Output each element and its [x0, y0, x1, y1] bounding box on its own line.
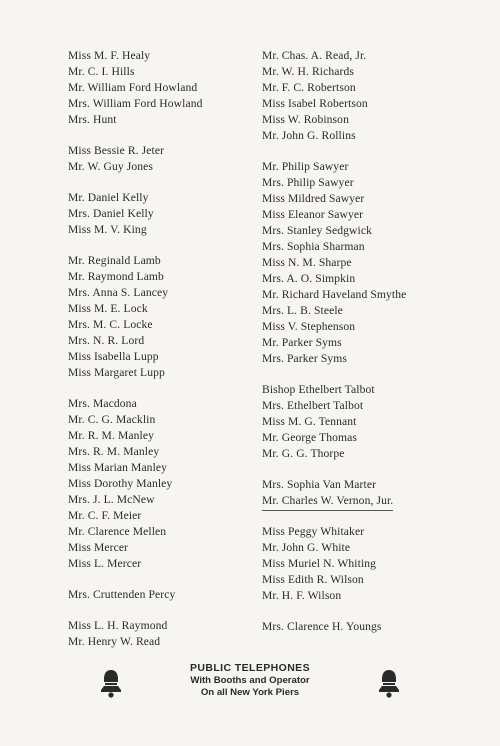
group-spacer [68, 128, 248, 143]
passenger-name [262, 335, 462, 351]
passenger-name-text: Mrs. Sophia Sharman [262, 240, 365, 253]
right-name-column [262, 48, 462, 635]
passenger-name-text: Mrs. Hunt [68, 113, 117, 126]
passenger-name-text: Miss Margaret Lupp [68, 366, 165, 379]
group-spacer [262, 144, 462, 159]
name-group [68, 190, 248, 238]
passenger-name-text: Mrs. Ethelbert Talbot [262, 399, 364, 412]
passenger-name [262, 207, 462, 223]
footer-title: PUBLIC TELEPHONES [190, 662, 310, 674]
passenger-name [68, 492, 248, 508]
passenger-name-text: Miss Mildred Sawyer [262, 192, 365, 205]
passenger-name-text: Mr. Henry W. Read [68, 635, 161, 648]
passenger-name-text: Mr. Philip Sawyer [262, 160, 349, 173]
passenger-name [68, 317, 248, 333]
passenger-name [262, 128, 462, 144]
passenger-name-text: Bishop Ethelbert Talbot [262, 383, 375, 396]
passenger-name-text: Mr. H. F. Wilson [262, 589, 342, 602]
passenger-name-text: Mr. Richard Haveland Smythe [262, 288, 407, 301]
group-spacer [262, 604, 462, 619]
passenger-name-text: Mr. William Ford Howland [68, 81, 198, 94]
passenger-name [68, 428, 248, 444]
passenger-name [262, 524, 462, 540]
passenger-name [68, 412, 248, 428]
passenger-name [262, 96, 462, 112]
passenger-name-text: Miss L. Mercer [68, 557, 142, 570]
passenger-name [68, 80, 248, 96]
passenger-name [262, 382, 462, 398]
passenger-name-text: Mr. C. G. Macklin [68, 413, 156, 426]
passenger-name [262, 223, 462, 239]
passenger-name [262, 112, 462, 128]
passenger-name-text: Mr. John G. White [262, 541, 351, 554]
passenger-name [262, 398, 462, 414]
passenger-name [68, 159, 248, 175]
passenger-name-text: Mr. Clarence Mellen [68, 525, 167, 538]
passenger-name-text: Mrs. Parker Syms [262, 352, 348, 365]
passenger-name [68, 556, 248, 572]
passenger-name-text: Mrs. L. B. Steele [262, 304, 343, 317]
passenger-name [68, 587, 248, 603]
telephone-footer [0, 662, 500, 712]
passenger-name [262, 271, 462, 287]
passenger-name [262, 351, 462, 367]
name-group [68, 48, 248, 128]
passenger-name [262, 430, 462, 446]
passenger-name [68, 349, 248, 365]
passenger-name [262, 493, 462, 509]
passenger-name [262, 239, 462, 255]
passenger-name-text: Miss Edith R. Wilson [262, 573, 364, 586]
passenger-name [68, 396, 248, 412]
passenger-name [262, 175, 462, 191]
passenger-name [262, 319, 462, 335]
name-group [68, 587, 248, 603]
group-spacer [262, 509, 462, 524]
passenger-name-text: Mr. F. C. Robertson [262, 81, 356, 94]
passenger-name-text: Miss Peggy Whitaker [262, 525, 365, 538]
passenger-name [68, 634, 248, 650]
passenger-name [262, 619, 462, 635]
passenger-name [68, 460, 248, 476]
passenger-name-text: Mrs. N. R. Lord [68, 334, 145, 347]
passenger-name [262, 159, 462, 175]
name-group [262, 382, 462, 462]
passenger-name-text: Mrs. A. O. Simpkin [262, 272, 356, 285]
name-group [68, 618, 248, 650]
name-group [262, 48, 462, 144]
passenger-name [262, 80, 462, 96]
passenger-name-text: Miss M. E. Lock [68, 302, 148, 315]
passenger-name [68, 222, 248, 238]
passenger-name-text: Miss L. H. Raymond [68, 619, 168, 632]
passenger-name [68, 540, 248, 556]
passenger-name-text: Mrs. J. L. McNew [68, 493, 155, 506]
passenger-name-text: Miss Dorothy Manley [68, 477, 173, 490]
passenger-name-text: Mr. Reginald Lamb [68, 254, 161, 267]
passenger-name [262, 540, 462, 556]
passenger-name-text: Mr. C. I. Hills [68, 65, 135, 78]
passenger-name [68, 508, 248, 524]
passenger-name-text: Mrs. Stanley Sedgwick [262, 224, 372, 237]
passenger-name [262, 414, 462, 430]
passenger-name-text: Miss M. G. Tennant [262, 415, 357, 428]
passenger-name [68, 190, 248, 206]
passenger-name [68, 96, 248, 112]
passenger-name-text: Miss Muriel N. Whiting [262, 557, 377, 570]
passenger-name [68, 301, 248, 317]
passenger-name-text: Mr. W. Guy Jones [68, 160, 154, 173]
passenger-name-text: Mr. W. H. Richards [262, 65, 354, 78]
group-spacer [68, 381, 248, 396]
passenger-name-text: Mrs. Cruttenden Percy [68, 588, 176, 601]
group-spacer [68, 238, 248, 253]
passenger-name [262, 588, 462, 604]
passenger-name-text: Miss W. Robinson [262, 113, 349, 126]
passenger-name [262, 572, 462, 588]
passenger-name [68, 269, 248, 285]
passenger-name [68, 112, 248, 128]
passenger-name [262, 287, 462, 303]
passenger-name-text: Mr. George Thomas [262, 431, 357, 444]
passenger-name [68, 444, 248, 460]
passenger-name-text: Mrs. M. C. Locke [68, 318, 153, 331]
passenger-name-text: Mrs. R. M. Manley [68, 445, 160, 458]
passenger-name-text: Mr. Charles W. Vernon, Jur. [262, 493, 393, 511]
name-group [262, 477, 462, 509]
passenger-name-text: Mrs. Daniel Kelly [68, 207, 154, 220]
passenger-name [68, 333, 248, 349]
passenger-name-text: Mrs. Sophia Van Marter [262, 478, 377, 491]
passenger-name [68, 618, 248, 634]
group-spacer [68, 175, 248, 190]
passenger-name [68, 524, 248, 540]
passenger-name [68, 48, 248, 64]
name-group [262, 524, 462, 604]
passenger-name [68, 285, 248, 301]
name-group [68, 396, 248, 572]
passenger-name-text: Mr. G. G. Thorpe [262, 447, 345, 460]
group-spacer [262, 462, 462, 477]
passenger-name [262, 48, 462, 64]
group-spacer [262, 367, 462, 382]
group-spacer [68, 572, 248, 587]
passenger-name-text: Mrs. Philip Sawyer [262, 176, 354, 189]
name-group [68, 143, 248, 175]
passenger-name [68, 253, 248, 269]
passenger-name-text: Miss Eleanor Sawyer [262, 208, 364, 221]
group-spacer [68, 603, 248, 618]
passenger-name [68, 476, 248, 492]
passenger-name [68, 206, 248, 222]
left-name-column [68, 48, 248, 650]
passenger-name-text: Mr. John G. Rollins [262, 129, 356, 142]
passenger-name [262, 64, 462, 80]
footer-line-2: On all New York Piers [200, 687, 300, 698]
name-group [68, 253, 248, 381]
name-group [262, 619, 462, 635]
passenger-name [262, 446, 462, 462]
passenger-name-text: Mr. C. F. Meier [68, 509, 142, 522]
passenger-name-text: Mrs. Clarence H. Youngs [262, 620, 382, 633]
passenger-name-text: Miss Isabella Lupp [68, 350, 159, 363]
passenger-name-text: Mr. R. M. Manley [68, 429, 154, 442]
passenger-name-text: Mrs. Anna S. Lancey [68, 286, 169, 299]
passenger-name [68, 64, 248, 80]
footer-line-1: With Booths and Operator [190, 675, 310, 686]
passenger-name-text: Miss Isabel Robertson [262, 97, 368, 110]
passenger-name-text: Mrs. Macdona [68, 397, 137, 410]
passenger-name-text: Miss N. M. Sharpe [262, 256, 352, 269]
bell-telephone-icon [376, 668, 402, 700]
passenger-name-text: Miss M. V. King [68, 223, 147, 236]
passenger-name [262, 303, 462, 319]
passenger-name [262, 477, 462, 493]
passenger-name-text: Mr. Chas. A. Read, Jr. [262, 49, 367, 62]
passenger-name [68, 365, 248, 381]
passenger-name-text: Miss M. F. Healy [68, 49, 151, 62]
passenger-name-text: Mr. Raymond Lamb [68, 270, 164, 283]
passenger-name-text: Mrs. William Ford Howland [68, 97, 203, 110]
passenger-name-text: Miss Mercer [68, 541, 129, 554]
passenger-name-text: Mr. Parker Syms [262, 336, 342, 349]
passenger-name [262, 191, 462, 207]
name-group [262, 159, 462, 367]
passenger-name [68, 143, 248, 159]
passenger-name-text: Miss Bessie R. Jeter [68, 144, 165, 157]
passenger-name [262, 556, 462, 572]
passenger-name-text: Miss V. Stephenson [262, 320, 356, 333]
passenger-name-text: Mr. Daniel Kelly [68, 191, 149, 204]
passenger-name-text: Miss Marian Manley [68, 461, 168, 474]
passenger-name [262, 255, 462, 271]
bell-telephone-icon [98, 668, 124, 700]
